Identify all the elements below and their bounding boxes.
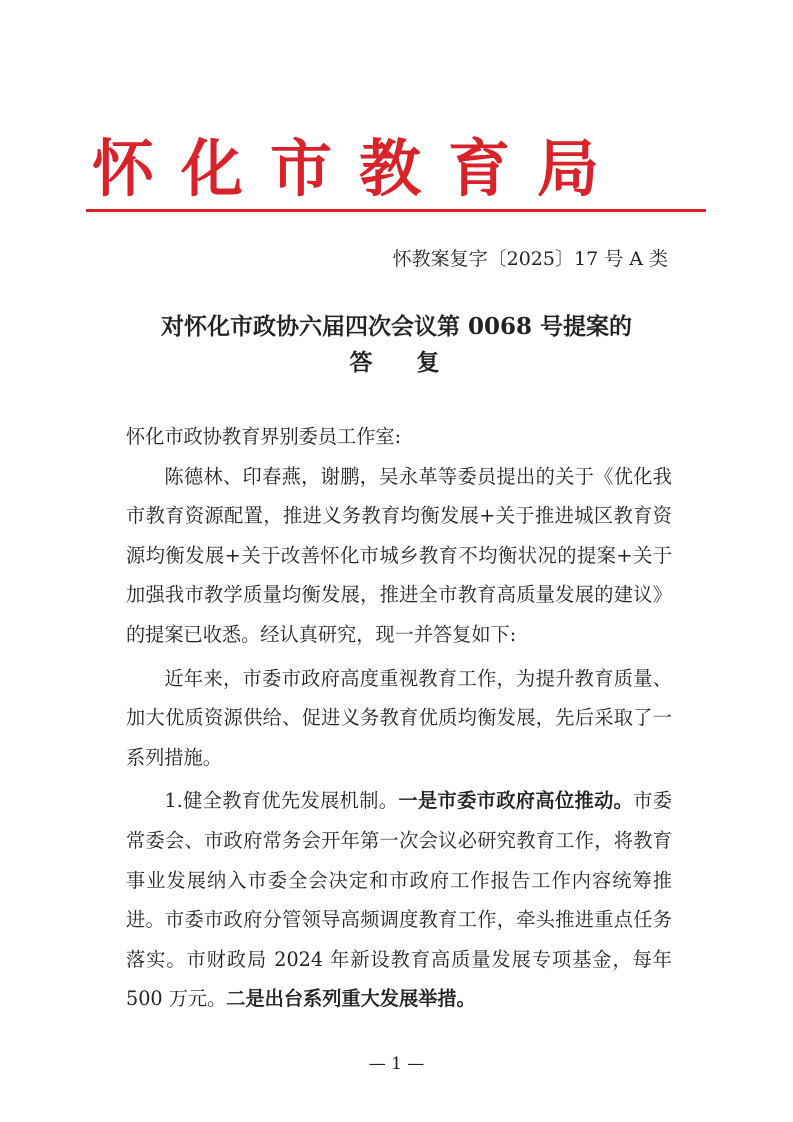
section-heading: 1.健全教育优先发展机制。: [164, 789, 399, 813]
point-one-heading: 一是市委市政府高位推动。: [398, 789, 634, 813]
masthead-red-rule: [86, 209, 706, 212]
point-two-heading: 二是出台系列重大发展举措。: [226, 987, 476, 1011]
document-title-line-2: 答 复: [349, 349, 458, 376]
salutation: 怀化市政协教育界别委员工作室:: [126, 425, 402, 448]
document-title-line-1: 对怀化市政协六届四次会议第 0068 号提案的: [160, 313, 633, 340]
agency-masthead: 怀化市教育局: [92, 132, 627, 205]
paragraph-acknowledgement: 陈德林、印春燕，谢鹏，吴永革等委员提出的关于《优化我市教育资源配置，推进义务教育均衡发展+关于推进城区教育资源均衡发展+关于改善怀化市城乡教育不均衡状况的提案+关于加强我市教学质量均衡发展，推进全市教育高质量发展的建议》的提案已收悉。经认真研究，现一并答复如下:: [126, 464, 672, 646]
paragraph-mechanism: [126, 781, 672, 1019]
page-number: — 1 —: [368, 1054, 425, 1074]
point-one-text: 市委常委会、市政府常务会开年第一次会议必研究教育工作，将教育事业发展纳入市委全会决定和市政府工作报告工作内容统筹推进。市委市政府分管领导高频调度教育工作，牵头推进重点任务落实。市财政局 2024 年新设教育高质量发展专项基金，每年 500 万元。: [126, 789, 673, 1011]
document-body: [126, 417, 672, 1019]
paragraph-overview: 近年来，市委市政府高度重视教育工作，为提升教育质量、加大优质资源供给、促进义务教育优质均衡发展，先后采取了一系列措施。: [126, 666, 672, 769]
document-number: 怀教案复字〔2025〕17 号 A 类: [392, 248, 668, 270]
